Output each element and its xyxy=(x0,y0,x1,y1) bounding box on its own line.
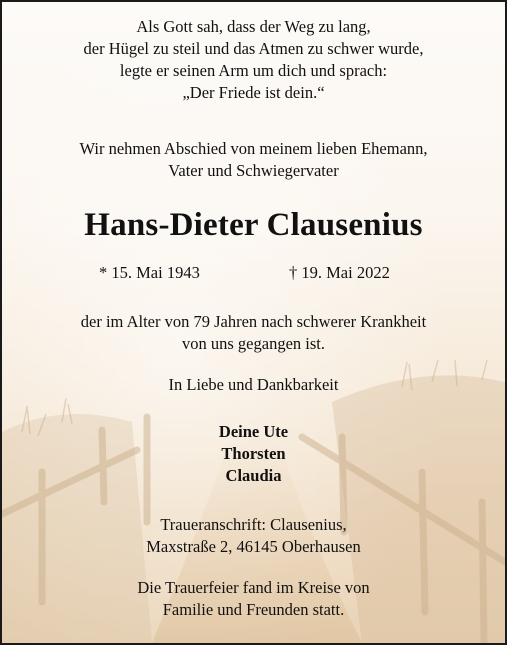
intro-line: Vater und Schwiegervater xyxy=(168,161,339,180)
poem-line: legte er seinen Arm um dich und sprach: xyxy=(119,61,388,80)
address-line: Maxstraße 2, 46145 Oberhausen xyxy=(146,537,361,556)
age-line: von uns gegangen ist. xyxy=(182,334,325,353)
age-statement xyxy=(2,311,505,355)
death-date: † 19. Mai 2022 xyxy=(289,263,390,282)
family-member: Deine Ute xyxy=(218,422,289,441)
funeral-line: Familie und Freunden statt. xyxy=(162,600,345,619)
deceased-name: Hans-Dieter Clausenius xyxy=(84,207,423,243)
funeral-line: Die Trauerfeier fand im Kreise von xyxy=(137,578,370,597)
life-dates xyxy=(2,262,505,284)
funeral-note xyxy=(2,577,505,621)
age-line: der im Alter von 79 Jahren nach schwerer Krankheit xyxy=(80,312,427,331)
poem xyxy=(2,16,505,104)
mourning-address xyxy=(2,514,505,558)
address-line: Traueranschrift: Clausenius, xyxy=(160,515,347,534)
love-line: In Liebe und Dankbarkeit xyxy=(168,375,339,394)
birth-date: * 15. Mai 1943 xyxy=(99,263,200,282)
family-member: Thorsten xyxy=(221,444,286,463)
intro-line: Wir nehmen Abschied von meinem lieben Ehemann, xyxy=(79,139,428,158)
poem-line: der Hügel zu steil und das Atmen zu schwer wurde, xyxy=(83,39,424,58)
poem-line: „Der Friede ist dein.“ xyxy=(182,83,325,102)
family-member: Claudia xyxy=(225,466,282,485)
family-names xyxy=(2,421,505,487)
farewell-intro xyxy=(2,138,505,182)
poem-line: Als Gott sah, dass der Weg zu lang, xyxy=(136,17,371,36)
